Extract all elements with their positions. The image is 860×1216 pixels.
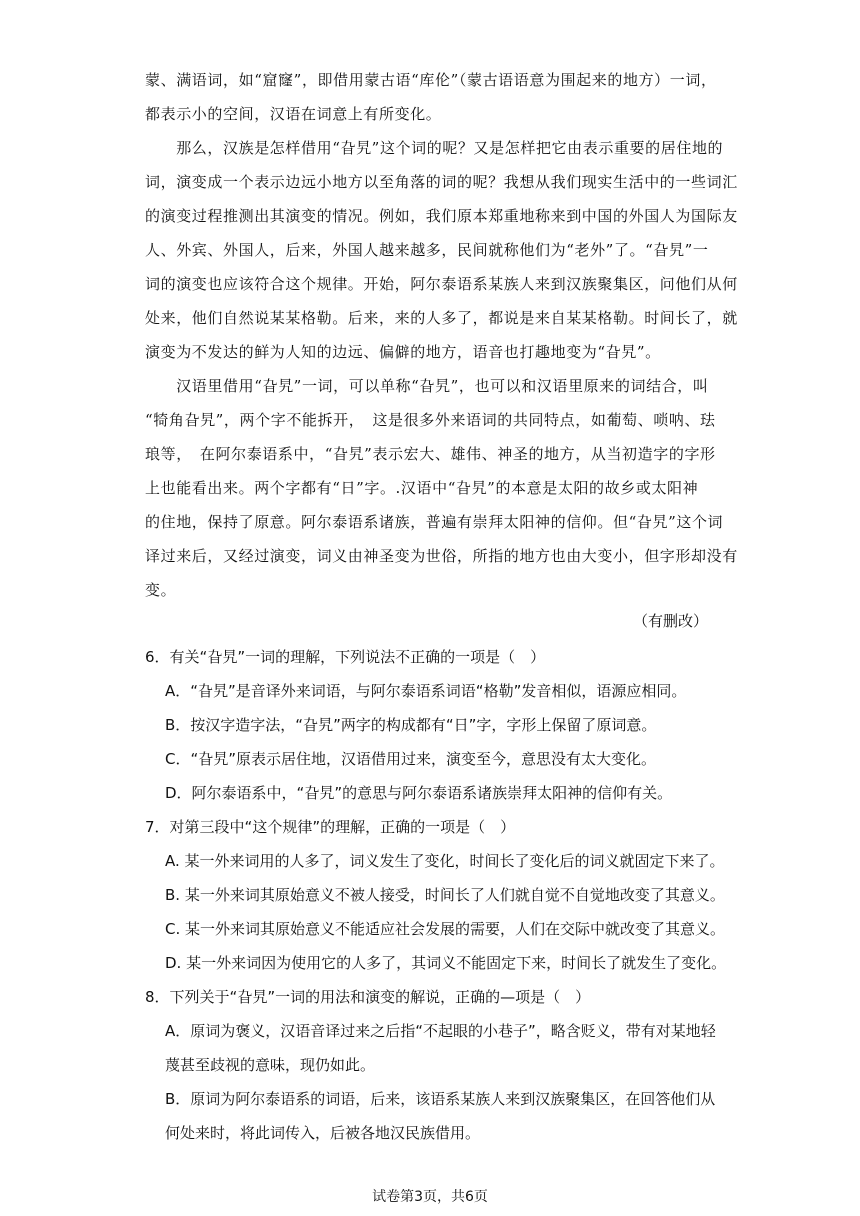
question-8-option-b-cont: 何处来时，将此词传入，后被各地汉民族借用。 — [165, 1124, 481, 1142]
text-line: 变。 — [145, 581, 177, 599]
text-line: 词的演变也应该符合这个规律。开始，阿尔泰语系某族人来到汉族聚集区，问他们从何 — [145, 275, 738, 293]
question-7-option-b: B. 某一外来词其原始意义不被人接受，时间长了人们就自觉不自觉地改变了其意义。 — [165, 886, 725, 904]
text-line: 词，演变成一个表示边远小地方以至角落的词的呢？我想从我们现实生活中的一些词汇 — [145, 173, 738, 191]
question-7-stem: 7．对第三段中“这个规律”的理解，正确的一项是（ ） — [145, 818, 516, 836]
source-note: （有删改） — [632, 612, 708, 630]
question-8-option-b: B．原词为阿尔泰语系的词语，后来，该语系某族人来到汉族聚集区，在回答他们从 — [165, 1090, 716, 1108]
text-line: 汉语里借用“旮旯”一词，可以单称“旮旯”，也可以和汉语里原来的词结合，叫 — [145, 377, 709, 395]
text-line: 人、外宾、外国人，后来，外国人越来越多，民间就称他们为“老外”了。“旮旯”一 — [145, 241, 709, 259]
question-7-option-d: D. 某一外来词因为使用它的人多了，其词义不能固定下来，时间长了就发生了变化。 — [165, 954, 727, 972]
text-line: 处来，他们自然说某某格勒。后来，来的人多了，都说是来自某某格勒。时间长了，就 — [145, 309, 738, 327]
text-line: 琅等， 在阿尔泰语系中，“旮旯”表示宏大、雄伟、神圣的地方，从当初造字的字形 — [145, 445, 716, 463]
text-line: 上也能看出来。两个字都有“日”字。.汉语中“旮旯”的本意是太阳的故乡或太阳神 — [145, 479, 699, 497]
page-footer: 试卷第3页，共6页 — [372, 1189, 488, 1205]
text-line: 译过来后，又经过演变，词义由神圣变为世俗，所指的地方也由大变小，但字形却没有 — [145, 547, 738, 565]
text-line: 的演变过程推测出其演变的情况。例如，我们原本郑重地称来到中国的外国人为国际友 — [145, 207, 738, 225]
question-7-option-a: A. 某一外来词用的人多了，词义发生了变化，时间长了变化后的词义就固定下来了。 — [165, 852, 725, 870]
passage-paragraph-2 — [145, 131, 738, 369]
question-6-option-c: C．“旮旯”原表示居住地，汉语借用过来，演变至今，意思没有太大变化。 — [165, 750, 657, 768]
passage-paragraph-3 — [145, 369, 738, 607]
text-line: 的住地，保持了原意。阿尔泰语系诸族，普遍有崇拜太阳神的信仰。但“旮旯”这个词 — [145, 513, 724, 531]
question-7-option-c: C. 某一外来词其原始意义不能适应社会发展的需要，人们在交际中就改变了其意义。 — [165, 920, 726, 938]
question-8-stem: 8．下列关于“旮旯”一词的用法和演变的解说，正确的—项是（ ） — [145, 988, 591, 1006]
passage-paragraph-1 — [145, 63, 715, 131]
question-6-option-a: A．“旮旯”是音译外来词语，与阿尔泰语系词语“格勒”发音相似，语源应相同。 — [165, 682, 687, 700]
question-8-option-a: A．原词为褒义，汉语音译过来之后指“不起眼的小巷子”，略含贬义，带有对某地轻 — [165, 1022, 716, 1040]
question-6-option-d: D．阿尔泰语系中，“旮旯”的意思与阿尔泰语系诸族崇拜太阳神的信仰有关。 — [165, 784, 673, 802]
question-8-option-a-cont: 蔑甚至歧视的意味，现仍如此。 — [165, 1056, 376, 1074]
text-line: 那么，汉族是怎样借用“旮旯”这个词的呢？又是怎样把它由表示重要的居住地的 — [145, 139, 724, 157]
text-line: 都表示小的空间，汉语在词意上有所变化。 — [145, 105, 442, 123]
text-line: “犄角旮旯”，两个字不能拆开， 这是很多外来语词的共同特点，如葡萄、唢呐、珐 — [145, 411, 716, 429]
question-6-option-b: B．按汉字造字法，“旮旯”两字的构成都有“日”字，字形上保留了原词意。 — [165, 716, 657, 734]
text-line: 蒙、满语词，如“窟窿”，即借用蒙古语“库伦”（蒙古语语意为围起来的地方）一词， — [145, 71, 717, 89]
text-line: 演变为不发达的鲜为人知的边远、偏僻的地方，语音也打趣地变为“旮旯”。 — [145, 343, 661, 361]
question-6-stem: 6．有关“旮旯”一词的理解，下列说法不正确的一项是（ ） — [145, 648, 546, 666]
